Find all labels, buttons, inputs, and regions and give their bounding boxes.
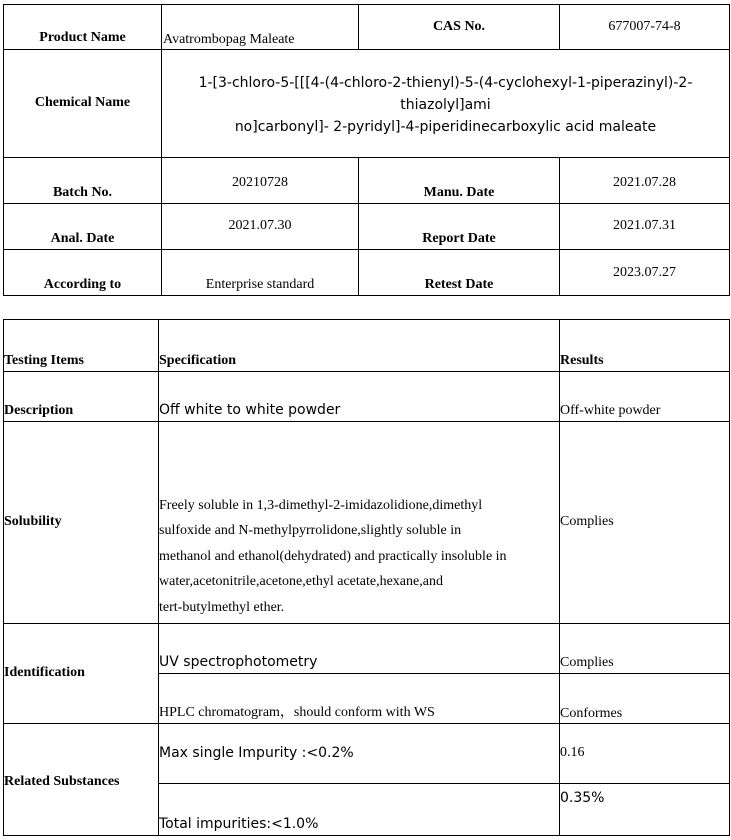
chemical-name-label: Chemical Name [4,50,162,158]
manu-date-value: 2021.07.28 [560,158,730,204]
related-spec-max-single: Max single Impurity :<0.2% [159,724,560,784]
product-name-label: Product Name [4,5,162,50]
col-header-items: Testing Items [4,320,159,372]
batch-label: Batch No. [4,158,162,204]
solubility-spec-line-3: methanol and ethanol(dehydrated) and practically insoluble in [159,548,507,564]
batch-value: 20210728 [162,158,359,204]
report-date-value: 2021.07.31 [560,204,730,250]
cas-value: 677007-74-8 [560,5,730,50]
test-results-table [3,319,730,836]
anal-date-value: 2021.07.30 [162,204,359,250]
identification-result-hplc: Conformes [560,674,730,724]
according-to-label: According to [4,250,162,296]
product-name-value: Avatrombopag Maleate [162,5,359,50]
solubility-result: Complies [560,422,730,624]
related-result-max-single: 0.16 [560,724,730,784]
according-to-value: Enterprise standard [162,250,359,296]
related-result-total: 0.35% [560,784,730,836]
chemical-name-value [162,50,730,158]
solubility-spec [159,422,560,624]
anal-date-label: Anal. Date [4,204,162,250]
retest-date-label: Retest Date [359,250,560,296]
description-result: Off-white powder [560,372,730,422]
description-spec: Off white to white powder [159,372,560,422]
identification-spec-uv: UV spectrophotometry [159,624,560,674]
description-item: Description [4,372,159,422]
solubility-spec-line-1: Freely soluble in 1,3-dimethyl-2-imidazolidione,dimethyl [159,497,483,513]
col-header-spec: Specification [159,320,560,372]
cas-label: CAS No. [359,5,560,50]
chemical-name-line-2: no]carbonyl]- 2-pyridyl]-4-piperidinecarboxylic acid maleate [234,118,657,135]
manu-date-label: Manu. Date [359,158,560,204]
retest-date-value: 2023.07.27 [560,250,730,296]
report-date-label: Report Date [359,204,560,250]
identification-result-uv: Complies [560,624,730,674]
col-header-results: Results [560,320,730,372]
chemical-name-line-1: 1-[3-chloro-5-[[[4-(4-chloro-2-thienyl)-5-(4-cyclohexyl-1-piperazinyl)-2-thiazolyl]ami [198,74,693,113]
identification-spec-hplc: HPLC chromatogram，should conform with WS [159,674,560,724]
solubility-spec-line-4: water,acetonitrile,acetone,ethyl acetate,hexane,and [159,574,443,589]
product-info-table [3,4,730,296]
solubility-item: Solubility [4,422,159,624]
identification-item: Identification [4,624,159,724]
related-substances-item: Related Substances [4,724,159,836]
solubility-spec-line-2: sulfoxide and N-methylpyrrolidone,slightly soluble in [159,523,462,538]
solubility-spec-line-5: tert-butylmethyl ether. [159,599,285,615]
related-spec-total: Total impurities:<1.0% [159,784,560,836]
